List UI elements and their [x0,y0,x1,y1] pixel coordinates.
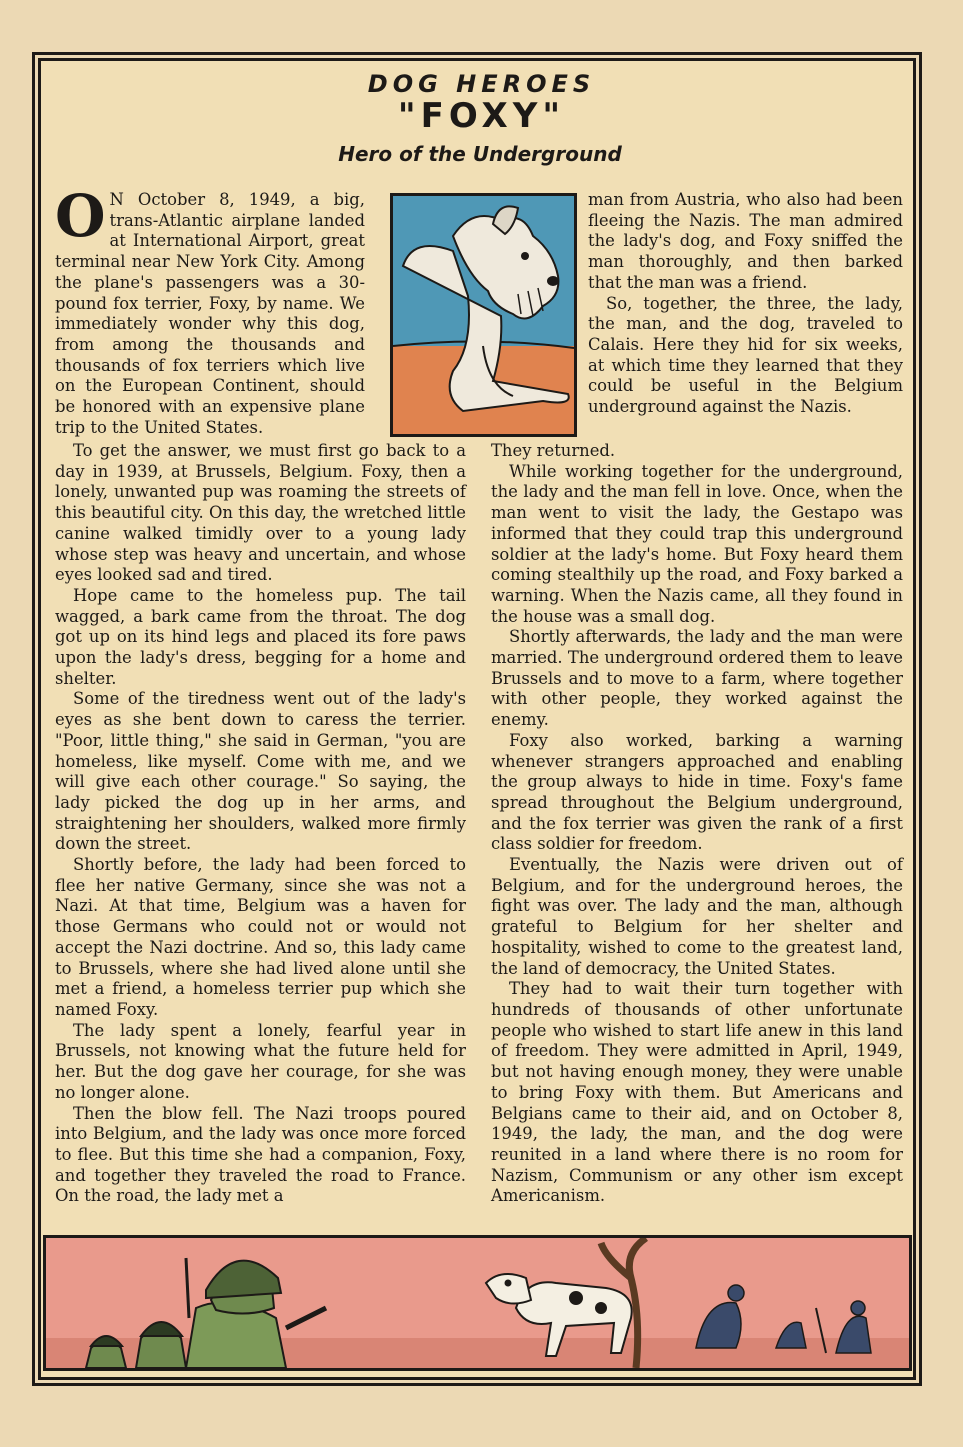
terrier-portrait-illustration [390,193,577,437]
article-paragraph: They returned. [491,441,616,460]
article-paragraph: Hope came to the homeless pup. The tail wagged, a bark came from the throat. The dog got up on its hind legs and placed its fore paws upon the lady's dress, begging for a home and shelter. [55,585,466,688]
bottom-scene-illustration [43,1235,912,1371]
article-paragraph: Foxy also worked, barking a warning whenever strangers approached and enabling the group always to hide in time. Foxy's fame spread throughout the Belgium underground, and the fox terrier was given the rank of a first class soldier for freedom. [491,730,903,854]
article-paragraph: To get the answer, we must first go back to a day in 1939, at Brussels, Belgium. Foxy, then a lonely, unwanted pup was roaming the streets of this beautiful city. On this day, the wretched little canine walked timidly over to a young lady whose step was heavy and uncertain, and whose eyes looked sad and tired. [55,441,466,585]
terrier-portrait-art [393,196,574,434]
article-paragraph: Shortly before, the lady had been forced to flee her native Germany, since she was not a Nazi. At that time, Belgium was a haven for those Germans who could not or would not accept the Nazi doctrine. And so, this lady came to Brussels, where she had lived alone until she met a friend, a homeless terrier pup which she named Foxy. [55,855,466,1019]
article-paragraph: Eventually, the Nazis were driven out of Belgium, and for the underground heroes, the fight was over. The lady and the man, although grateful to Belgium for her shelter and hospitality, wished to come to the greatest land, the land of democracy, the United States. [491,855,903,978]
article-column-left-top [55,182,365,438]
series-heading: DOG HEROES [367,70,596,98]
soldiers-and-dog-scene-art [46,1238,909,1368]
article-paragraph: Shortly afterwards, the lady and the man were married. The underground ordered them to leave Brussels and to move to a farm, where together with other people, they worked against the enemy. [491,627,903,730]
article-paragraph: Then the blow fell. The Nazi troops poured into Belgium, and the lady was once more forced to flee. But this time she had a companion, Foxy, and together they traveled the road to France. On the road, the lady met a [55,1103,466,1206]
article-paragraph: They had to wait their turn together with hundreds of thousands of other unfortunate people who wished to start life anew in this land of freedom. They were admitted in April, 1949, but not having enough money, they were unable to bring Foxy with them. But Americans and Belgians came to their aid, and on October 8, 1949, the lady, the man, and the dog were reunited in a land where there is no room for Nazism, Communism or any other ism except Americanism. [491,979,903,1206]
article-column-right-top [588,190,903,418]
article-paragraph: man from Austria, who also had been fleeing the Nazis. The man admired the lady's dog, and Foxy sniffed the man thoroughly, and then barked that the man was a friend. [588,190,903,292]
article-paragraph: So, together, the three, the lady, the man, and the dog, traveled to Calais. Here they hid for six weeks, at which time they learned that they could be useful in the Belgium underground against the Nazis. [588,293,903,417]
story-title: "FOXY" [397,96,566,136]
drop-cap: O [55,182,106,250]
article-paragraph-1: O N October 8, 1949, a big, trans-Atlantic airplane landed at International Airport, great terminal near New York City. Among the plane's passengers was a 30-pound fox terrier, Foxy, by name. We immediately wonder why this dog, from among the thousands and thousands of fox terriers which live on the European Continent, should be honored with an expensive plane trip to the United States. [55,182,365,437]
article-paragraph: The lady spent a lonely, fearful year in Brussels, not knowing what the future held for her. But the dog gave her courage, for she was no longer alone. [55,1020,466,1102]
article-paragraph: Some of the tiredness went out of the lady's eyes as she bent down to caress the terrier. "Poor, little thing," she said in German, "you are homeless, like myself. Come with me, and we will give each other courage." So saying, the lady picked the dog up in her arms, and straightening her shoulders, walked more firmly down the street. [55,689,466,854]
article-column-left [55,441,466,1207]
article-paragraph: While working together for the underground, the lady and the man fell in love. Once, when the man went to visit the lady, the Gestapo was informed that they could trap this underground soldier at the lady's home. But Foxy heard them coming stealthily up the road, and Foxy barked a warning. When the Nazis came, all they found in the house was a small dog. [491,461,903,626]
article-column-right [491,441,903,1207]
story-subtitle: Hero of the Underground [338,142,622,166]
